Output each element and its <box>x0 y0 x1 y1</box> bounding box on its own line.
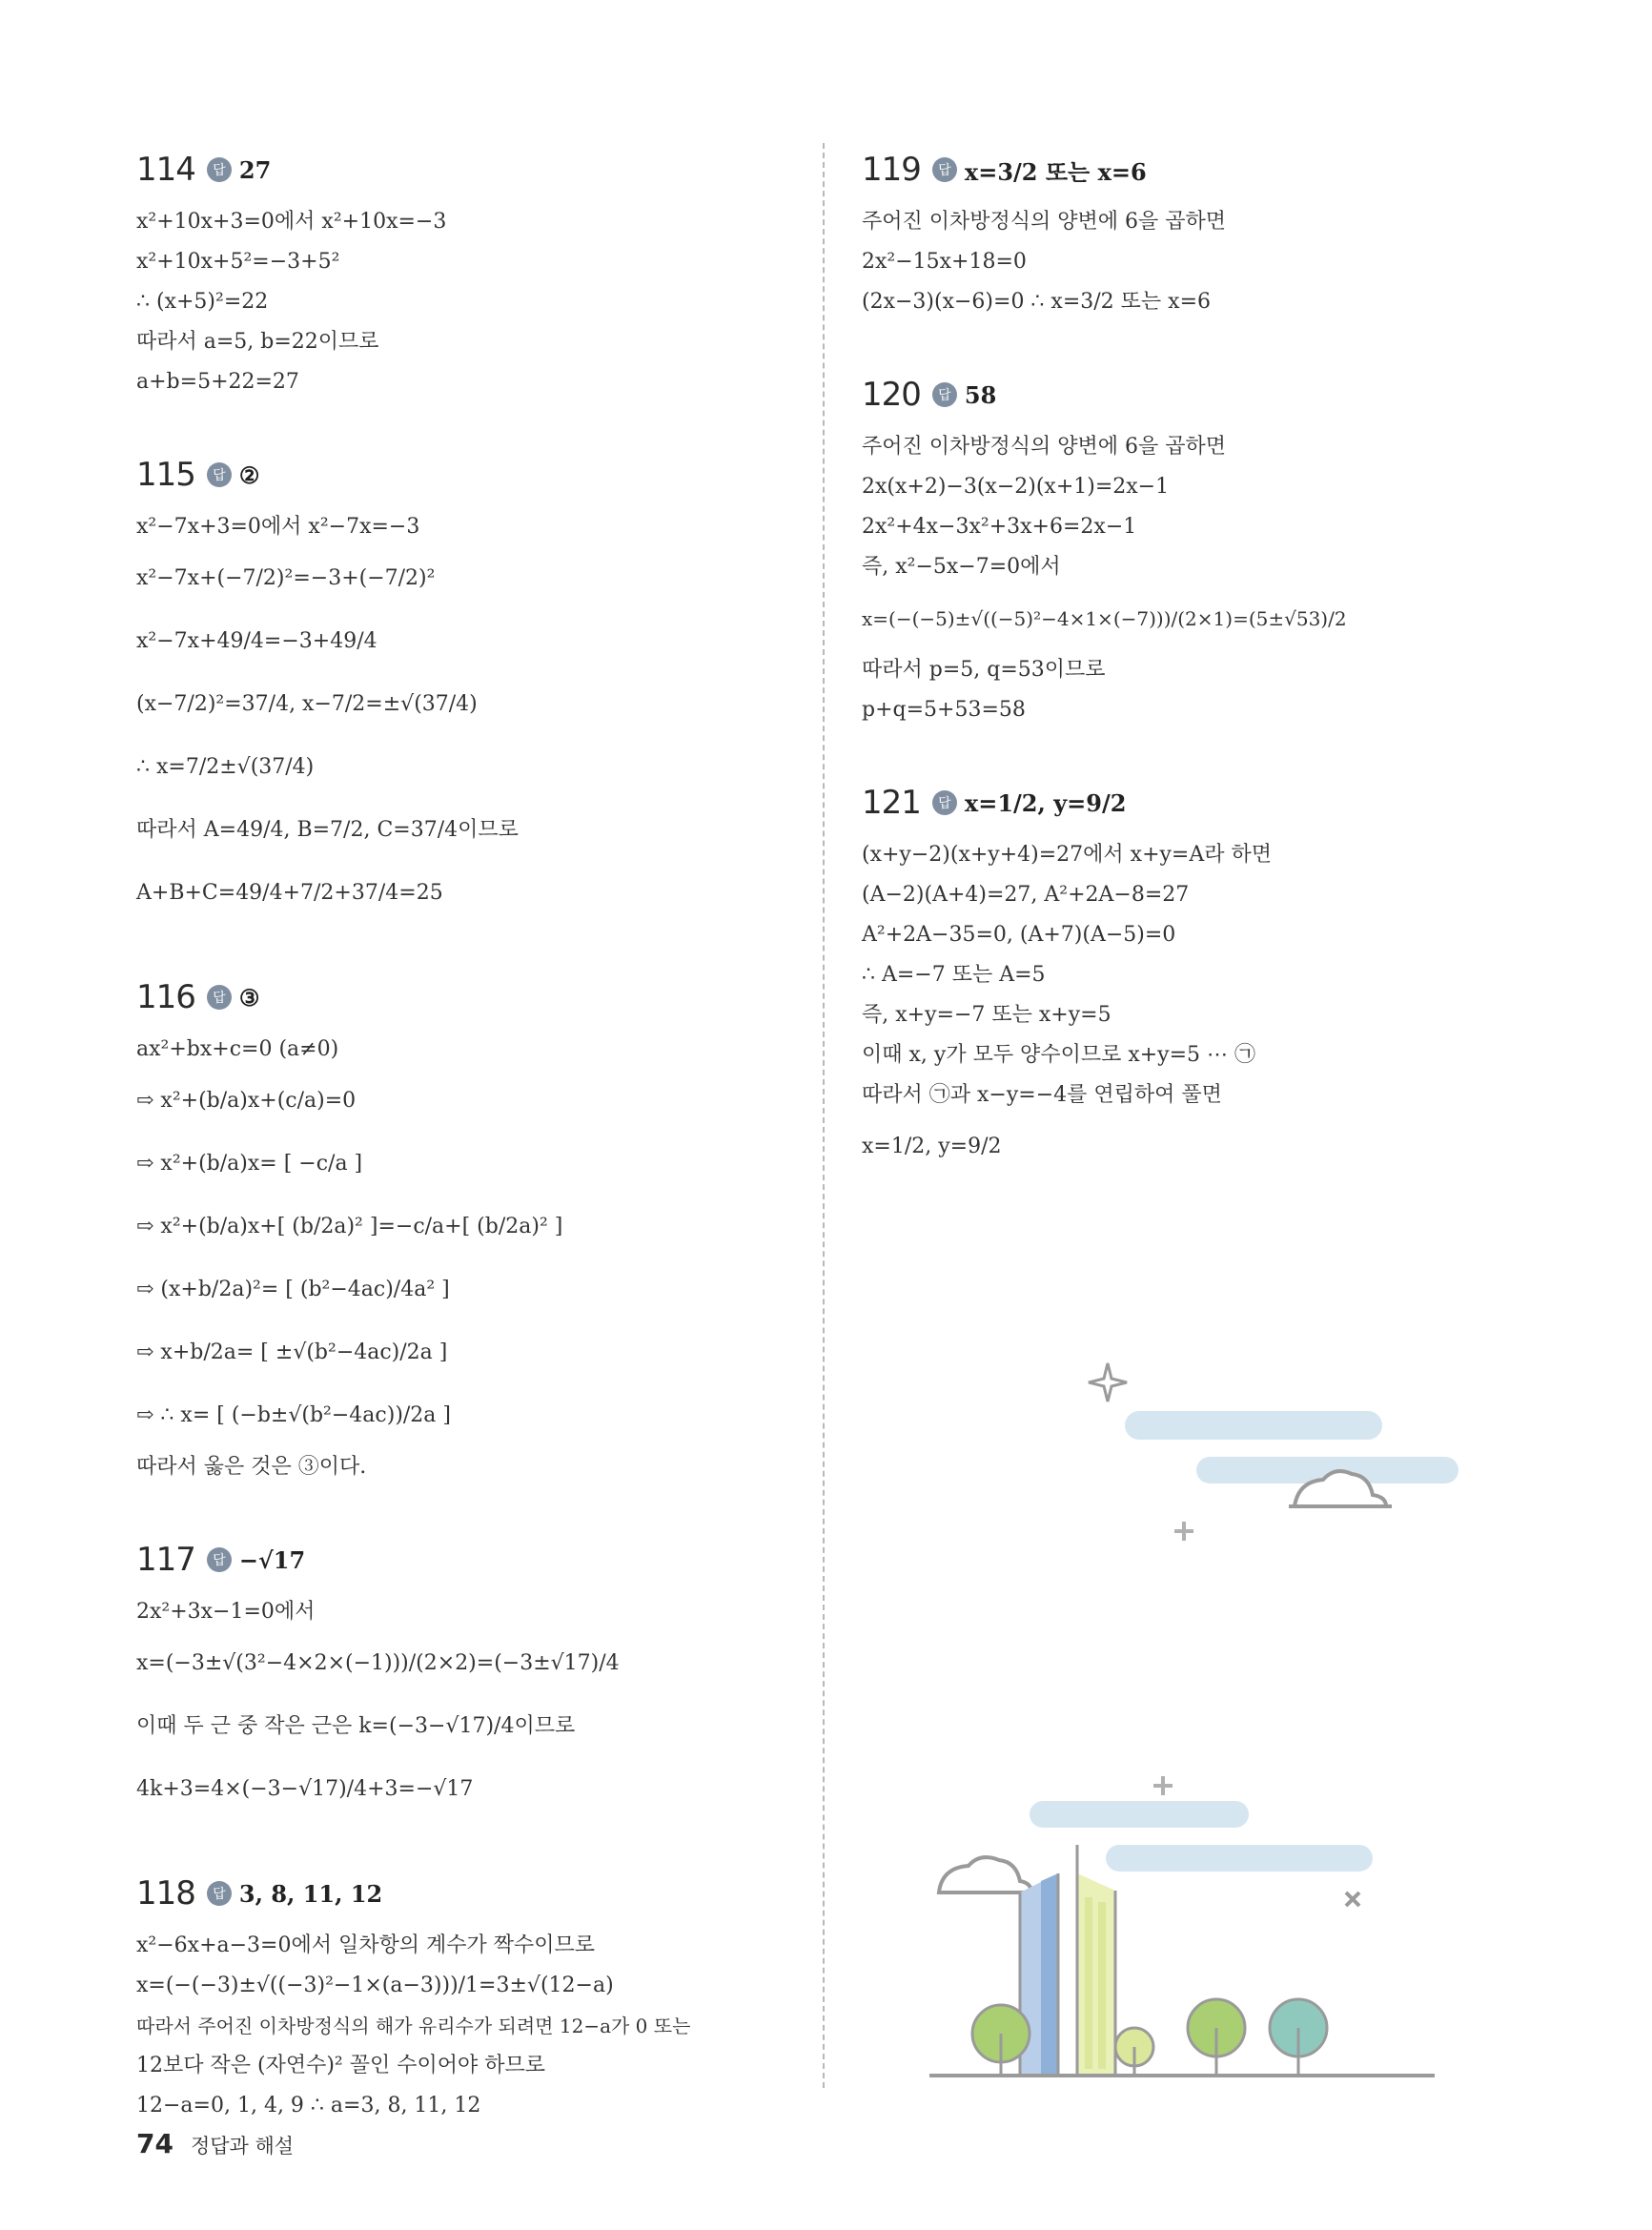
tree-icon <box>1188 1999 1245 2076</box>
problem-121 <box>862 776 1548 1178</box>
solution-line: ⇨ x²+(b/a)x+(c/a)=0 <box>136 1089 357 1113</box>
sparkle-icon <box>1089 1363 1127 1401</box>
solution-line: 이때 x, y가 모두 양수이므로 x+y=5 ⋯ ㉠ <box>862 1043 1256 1067</box>
solution-line: 즉, x²−5x−7=0에서 <box>862 555 1061 579</box>
solution-line: x=(−(−3)±√((−3)²−1×(a−3)))/1=3±√(12−a) <box>136 1974 614 1997</box>
solution-line: 2x²+4x−3x²+3x+6=2x−1 <box>862 515 1137 539</box>
solution-line: A²+2A−35=0, (A+7)(A−5)=0 <box>862 923 1176 947</box>
cloud-band <box>1106 1845 1373 1872</box>
solution-line: ⇨ ∴ x= [ (−b±√(b²−4ac))/2a ] <box>136 1403 451 1427</box>
solution-line: ⇨ (x+b/2a)²= [ (b²−4ac)/4a² ] <box>136 1278 450 1301</box>
solution-line: 주어진 이차방정식의 양변에 6을 곱하면 <box>862 435 1227 459</box>
solution-line: a+b=5+22=27 <box>136 370 299 394</box>
answer: ③ <box>238 983 260 1012</box>
problem-number: 116 <box>136 978 195 1016</box>
solution-line: 2x²+3x−1=0에서 <box>136 1600 316 1624</box>
solution-line: (2x−3)(x−6)=0 ∴ x=3/2 또는 x=6 <box>862 290 1211 314</box>
solution-line: ∴ A=−7 또는 A=5 <box>862 963 1046 987</box>
column-divider <box>823 143 825 2088</box>
answer: x=3/2 또는 x=6 <box>964 157 1147 186</box>
left-column <box>136 143 804 2172</box>
problem-119 <box>862 143 1548 322</box>
page-number: 74 <box>136 2128 173 2159</box>
solution-line: 따라서 p=5, q=53이므로 <box>862 658 1106 682</box>
solution-line: (A−2)(A+4)=27, A²+2A−8=27 <box>862 883 1190 907</box>
solution-line: 2x(x+2)−3(x−2)(x+1)=2x−1 <box>862 475 1170 499</box>
problem-number: 119 <box>862 151 921 189</box>
solution-line: 따라서 옳은 것은 ③이다. <box>136 1455 367 1479</box>
plus-icon <box>1174 1522 1193 1541</box>
cloud-band <box>1125 1411 1382 1440</box>
right-column <box>862 143 1548 1224</box>
answer-badge: 답 <box>207 462 232 487</box>
problem-118 <box>136 1867 804 2126</box>
answer-badge: 답 <box>932 382 957 407</box>
problem-number: 121 <box>862 784 921 822</box>
tree-icon <box>1270 1999 1327 2076</box>
solution-line: 따라서 주어진 이차방정식의 해가 유리수가 되려면 12−a가 0 또는 <box>136 2015 691 2037</box>
page-footer <box>136 2128 294 2159</box>
solution-line: ∴ x=7/2±√(37/4) <box>136 755 315 779</box>
sky-clouds-illustration <box>1077 1354 1478 1545</box>
problem-120 <box>862 368 1548 730</box>
solution-line: 4k+3=4×(−3−√17)/4+3=−√17 <box>136 1777 474 1801</box>
solution-line: 주어진 이차방정식의 양변에 6을 곱하면 <box>862 210 1227 234</box>
plus-icon <box>1153 1776 1173 1795</box>
answer: 3, 8, 11, 12 <box>238 1879 383 1908</box>
problem-115 <box>136 448 804 925</box>
problem-116 <box>136 971 804 1487</box>
answer-badge: 답 <box>207 157 232 182</box>
answer-badge: 답 <box>207 1547 232 1572</box>
solution-line: ⇨ x²+(b/a)x= [ −c/a ] <box>136 1152 363 1176</box>
section-label: 정답과 해설 <box>190 2135 295 2158</box>
solution-line: ax²+bx+c=0 (a≠0) <box>136 1037 339 1061</box>
close-x-icon <box>1346 1892 1359 1906</box>
solution-line: x²−7x+49/4=−3+49/4 <box>136 629 377 653</box>
answer-badge: 답 <box>207 985 232 1010</box>
tree-icon <box>1115 2028 1153 2076</box>
solution-line: x²−7x+3=0에서 x²−7x=−3 <box>136 515 420 539</box>
solution-line: 이때 두 근 중 작은 근은 k=(−3−√17)/4이므로 <box>136 1714 576 1738</box>
solution-line: x=(−3±√(3²−4×2×(−1)))/(2×2)=(−3±√17)/4 <box>136 1651 620 1675</box>
answer: 58 <box>964 380 997 409</box>
solution-line: 따라서 ㉠과 x−y=−4를 연립하여 풀면 <box>862 1083 1222 1107</box>
solution-line: 즉, x+y=−7 또는 x+y=5 <box>862 1003 1112 1027</box>
solution-line: x²+10x+5²=−3+5² <box>136 250 340 274</box>
solution-line: x=(−(−5)±√((−5)²−4×1×(−7)))/(2×1)=(5±√53)/2 <box>862 607 1347 630</box>
problem-number: 115 <box>136 456 195 494</box>
problem-117 <box>136 1533 804 1821</box>
problem-number: 120 <box>862 376 921 414</box>
solution-line: 2x²−15x+18=0 <box>862 250 1027 274</box>
answer-badge: 답 <box>932 790 957 815</box>
answer: −√17 <box>238 1545 306 1574</box>
cloud-band <box>1030 1801 1249 1828</box>
solution-line: ⇨ x+b/2a= [ ±√(b²−4ac)/2a ] <box>136 1340 448 1364</box>
solution-line: A+B+C=49/4+7/2+37/4=25 <box>136 881 443 905</box>
solution-line: p+q=5+53=58 <box>862 698 1026 722</box>
solution-line: x=1/2, y=9/2 <box>862 1135 1002 1158</box>
solution-line: 12−a=0, 1, 4, 9 ∴ a=3, 8, 11, 12 <box>136 2094 481 2117</box>
problem-number: 117 <box>136 1541 195 1579</box>
solution-line: (x−7/2)²=37/4, x−7/2=±√(37/4) <box>136 692 478 716</box>
solution-line: x²−7x+(−7/2)²=−3+(−7/2)² <box>136 566 436 590</box>
solution-line: (x+y−2)(x+y+4)=27에서 x+y=A라 하면 <box>862 843 1272 867</box>
building-yellow <box>1077 1845 1115 2074</box>
city-illustration <box>925 1769 1439 2083</box>
problem-number: 114 <box>136 151 195 189</box>
solution-line: ⇨ x²+(b/a)x+[ (b/2a)² ]=−c/a+[ (b/2a)² ] <box>136 1215 563 1238</box>
answer: ② <box>238 460 260 489</box>
solution-line: 따라서 a=5, b=22이므로 <box>136 330 379 354</box>
solution-line: x²−6x+a−3=0에서 일차항의 계수가 짝수이므로 <box>136 1933 595 1957</box>
answer: x=1/2, y=9/2 <box>964 788 1127 817</box>
problem-114 <box>136 143 804 402</box>
problem-number: 118 <box>136 1874 195 1913</box>
solution-line: 12보다 작은 (자연수)² 꼴인 수이어야 하므로 <box>136 2054 545 2077</box>
answer-badge: 답 <box>932 157 957 182</box>
solution-line: ∴ (x+5)²=22 <box>136 290 269 314</box>
answer: 27 <box>238 155 272 184</box>
cloud-outline-icon <box>939 1857 1031 1892</box>
answer-badge: 답 <box>207 1881 232 1906</box>
solution-line: x²+10x+3=0에서 x²+10x=−3 <box>136 210 447 234</box>
solution-line: 따라서 A=49/4, B=7/2, C=37/4이므로 <box>136 818 519 842</box>
